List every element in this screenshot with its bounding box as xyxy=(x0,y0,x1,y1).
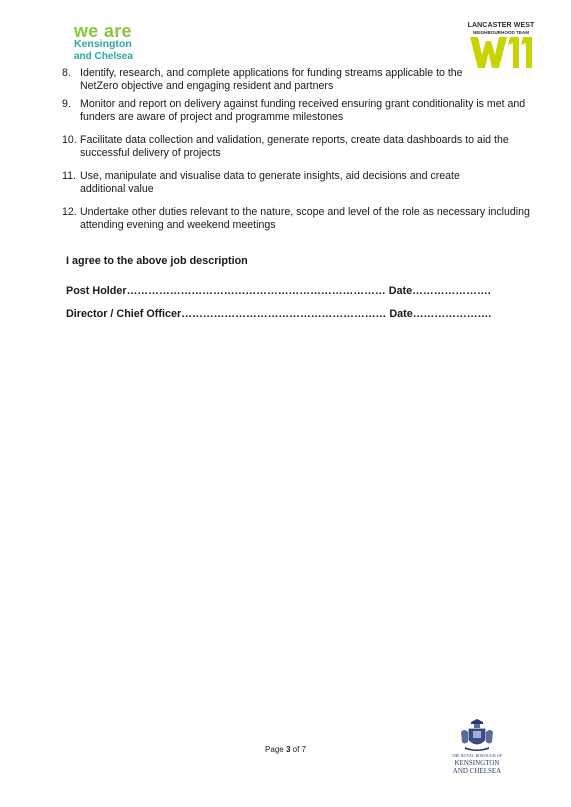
duty-text: Facilitate data collection and validation, generate reports, create data dashboards to aid the successful delivery of projects xyxy=(80,134,509,159)
logo-line-1: we are xyxy=(74,21,132,41)
crest-line-2 xyxy=(446,760,508,775)
royal-borough-crest xyxy=(446,718,508,778)
duty-text: Identify, research, and complete applications for funding streams applicable to the NetZero objective and engaging resident and partners xyxy=(80,67,463,92)
director-signature-line: Director / Chief Officer………………………………………………… Date…………………. xyxy=(66,308,492,320)
coat-of-arms-icon xyxy=(446,718,508,754)
logo-line-3: and Chelsea xyxy=(74,50,133,62)
duty-text: Undertake other duties relevant to the nature, scope and level of the role as necessary including attending evening and weekend meetings xyxy=(80,206,530,231)
duty-number: 10. xyxy=(62,134,77,146)
lancaster-west-title: LANCASTER WEST xyxy=(467,22,535,29)
duty-text: Monitor and report on delivery against funding received ensuring grant conditionality is met and funders are aware of project and programme milestones xyxy=(80,98,526,123)
page-prefix: Page xyxy=(265,745,286,754)
neighbourhood-team-title: NEIGHBOURHOOD TEAM xyxy=(472,30,530,35)
crest-line-1: THE ROYAL BOROUGH OF xyxy=(451,754,503,758)
w11-mark-icon xyxy=(470,37,534,69)
duty-number: 11. xyxy=(62,170,76,182)
page-current: 3 xyxy=(285,745,291,754)
lancaster-west-logo xyxy=(462,22,542,68)
logo-line-2: Kensington xyxy=(74,38,132,50)
crest-and-chelsea: AND CHELSEA xyxy=(452,766,502,775)
page-suffix: of 7 xyxy=(290,745,306,754)
duty-number: 8. xyxy=(62,67,71,79)
we-are-kensington-logo xyxy=(74,21,144,62)
crest-kensington: KENSINGTON xyxy=(454,759,500,767)
post-holder-signature-line: Post Holder……………………………………………………………… Date…………………. xyxy=(66,285,491,297)
duty-text: Use, manipulate and visualise data to generate insights, aid decisions and create additional value xyxy=(80,170,460,195)
agreement-heading: I agree to the above job description xyxy=(66,255,248,267)
duty-number: 9. xyxy=(62,98,71,110)
duty-number: 12. xyxy=(62,206,77,218)
